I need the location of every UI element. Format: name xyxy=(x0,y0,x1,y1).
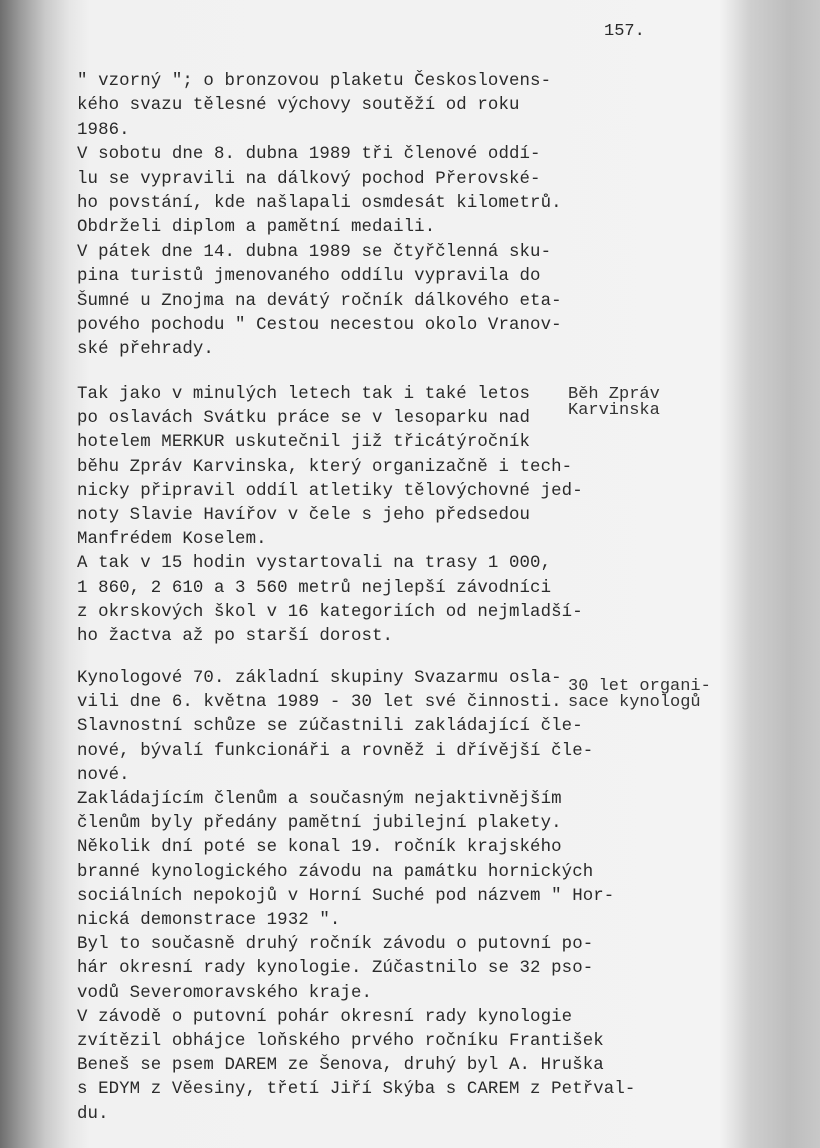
text-line: pina turistů jmenovaného oddílu vypravila do xyxy=(77,267,541,287)
text-line: Několik dní poté se konal 19. ročník krajského xyxy=(77,838,562,858)
text-line: Šumné u Znojma na devátý ročník dálkového eta- xyxy=(77,291,562,311)
text-line: vili dne 6. května 1989 - 30 let své činnosti. xyxy=(77,693,562,713)
text-line: V závodě o putovní pohár okresní rady kynologie xyxy=(77,1007,573,1027)
text-line: Slavnostní schůze se zúčastnili zakládající čle- xyxy=(77,717,583,737)
text-line: branné kynologického závodu na památku hornických xyxy=(77,862,594,882)
margin-note: 30 let organi- xyxy=(568,677,711,696)
text-line: nicky připravil oddíl atletiky tělovýchovné jed- xyxy=(77,481,583,501)
text-line: nové. xyxy=(77,765,130,785)
text-line: hotelem MERKUR uskutečnil již třicátýročník xyxy=(77,433,531,453)
text-line: pového pochodu " Cestou necestou okolo Vranov- xyxy=(77,316,562,335)
text-line: Obdrželi diplom a pamětní medaili. xyxy=(77,218,436,238)
text-line: A tak v 15 hodin vystartovali na trasy 1 000, xyxy=(77,554,552,574)
text-line: běhu Zpráv Karvinska, který organizačně i tech- xyxy=(77,457,573,477)
text-line: lu se vypravili na dálkový pochod Přerovské- xyxy=(77,169,541,189)
text-line: V sobotu dne 8. dubna 1989 tři členové oddí- xyxy=(77,145,541,165)
text-line: sociálních nepokojů v Horní Suché pod názvem " Hor- xyxy=(77,886,615,906)
text-line: noty Slavie Havířov v čele s jeho předsedou xyxy=(77,506,531,525)
text-line: du. xyxy=(77,1104,109,1124)
text-line: 1 860, 2 610 a 3 560 metrů nejlepší závodníci xyxy=(77,578,552,598)
page-number: 157. xyxy=(604,22,645,41)
text-line: nové, bývalí funkcionáři a rovněž i dřívější čle- xyxy=(77,741,594,761)
text-line: Manfrédem Koselem. xyxy=(77,530,267,550)
text-line: po oslavách Svátku práce se v lesoparku nad xyxy=(77,409,531,429)
text-line: vodů Severomoravského kraje. xyxy=(77,983,373,1003)
text-line: členům byly předány pamětní jubilejní plakety. xyxy=(77,814,562,834)
text-line: ho žactva až po starší dorost. xyxy=(77,627,394,646)
text-line: zvítězil obhájce loňského prvého ročníku František xyxy=(77,1032,604,1051)
text-line: nická demonstrace 1932 ". xyxy=(77,911,341,930)
margin-note: Karvinska xyxy=(568,401,660,420)
text-line: V pátek dne 14. dubna 1989 se čtyřčlenná sku- xyxy=(77,242,552,262)
text-line: Byl to současně druhý ročník závodu o putovní po- xyxy=(77,935,594,955)
margin-note: Běh Zpráv xyxy=(568,385,660,404)
text-line: Kynologové 70. základní skupiny Svazarmu osla- xyxy=(77,669,562,688)
margin-note: sace kynologů xyxy=(568,693,701,712)
text-line: s EDYM z Věesiny, třetí Jiří Skýba s CAREM z Petřval- xyxy=(77,1080,636,1100)
text-line: Tak jako v minulých letech tak i také letos xyxy=(77,385,531,404)
text-line: 1986. xyxy=(77,120,130,140)
text-line: Zakládajícím členům a současným nejaktivnějším xyxy=(77,790,562,809)
text-line: ské přehrady. xyxy=(77,340,214,360)
text-line: ho povstání, kde našlapali osmdesát kilometrů. xyxy=(77,194,562,213)
text-line: " vzorný "; o bronzovou plaketu Českoslovens- xyxy=(77,72,552,91)
text-line: kého svazu tělesné výchovy soutěží od roku xyxy=(77,96,520,116)
text-line: Beneš se psem DAREM ze Šenova, druhý byl A. Hruška xyxy=(77,1056,604,1076)
text-line: hár okresní rady kynologie. Zúčastnilo se 32 pso- xyxy=(77,959,594,979)
text-line: z okrskových škol v 16 kategoriích od nejmladší- xyxy=(77,602,583,622)
